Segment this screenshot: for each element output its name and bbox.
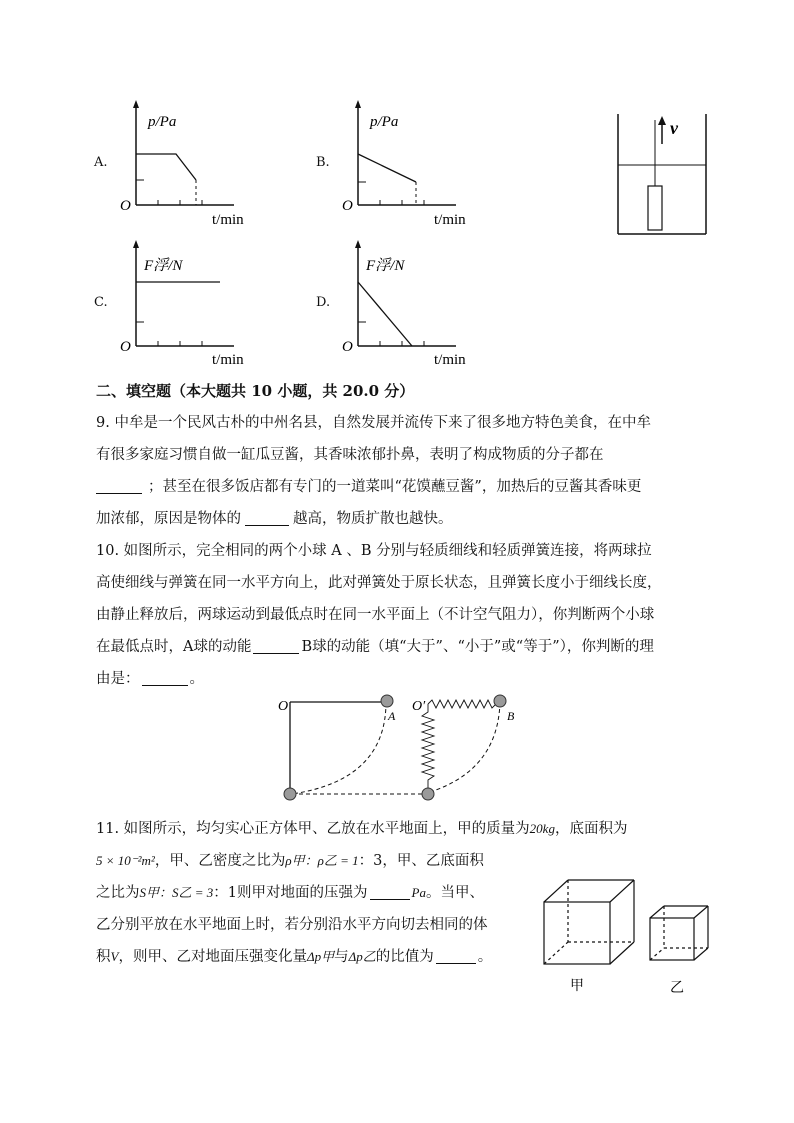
q9-line4-text-a: 加浓郁，原因是物体的 — [96, 511, 241, 527]
q10-blank1[interactable] — [253, 639, 299, 655]
q11-s-left: S甲 — [139, 885, 160, 900]
graph-d-origin: O — [342, 339, 353, 355]
q11-line4: 乙分别平放在水平地面上时，若分别沿水平方向切去相同的体 — [96, 917, 488, 933]
graph-b-ylabel: p/Pa — [370, 114, 399, 130]
q11-line5-text-b: ，则甲、乙对地面压强变化量 — [118, 949, 307, 965]
graph-c-plot — [114, 240, 294, 370]
q11-cubes — [540, 876, 730, 1000]
q11-area: 5 × 10⁻²m² — [96, 853, 155, 868]
q9-line1: 9. 中牟是一个民风古朴的中州名县，自然发展并流传下来了很多地方特色美食，在中牟 — [96, 415, 651, 431]
graph-c — [94, 240, 294, 370]
q10-line1: 10. 如图所示，完全相同的两个小球 A 、B 分别与轻质细线和轻质弹簧连接，将两球拉 — [96, 543, 652, 559]
graph-a-xlabel: t/min — [212, 212, 244, 228]
graph-b-xlabel: t/min — [434, 212, 466, 228]
q10-line4 — [96, 635, 716, 656]
graph-b — [316, 100, 516, 230]
graph-d — [316, 240, 516, 370]
q11-s-eq: ：S乙 = 3 — [159, 885, 214, 900]
q9-blank2[interactable] — [245, 511, 289, 527]
q11-line5-text-c: 与 — [334, 949, 349, 965]
q10-line5-text-b: 。 — [189, 671, 204, 687]
q10-line4-text-a: 在最低点时， — [96, 639, 183, 655]
q9-line4-text-b: 越高，物质扩散也越快。 — [293, 511, 453, 527]
q9-line3 — [96, 475, 716, 496]
graph-d-xlabel: t/min — [434, 352, 466, 368]
q11-line5-text-d: 的比值为 — [375, 949, 434, 965]
q10-blank2[interactable] — [142, 671, 188, 687]
q11-line5-text-a: 积 — [96, 949, 111, 965]
graph-a-ylabel: p/Pa — [148, 114, 177, 130]
graph-d-ylabel: F浮/N — [366, 258, 405, 274]
q10-label-o: O — [278, 699, 289, 714]
graph-d-label: D. — [316, 295, 331, 310]
q11-line1-text-b: ，底面积为 — [554, 821, 628, 837]
q11-rho-left: ρ甲 — [285, 853, 305, 868]
q10-line5 — [96, 667, 716, 688]
cube-jia-label: 甲 — [570, 978, 584, 994]
q11-line3-text-a: 之比为 — [96, 885, 140, 901]
q11-line3-text-c: 。当甲、 — [425, 885, 484, 901]
graph-a-plot — [114, 100, 294, 230]
graph-b-origin: O — [342, 198, 353, 214]
q11-blank1[interactable] — [370, 885, 410, 901]
q11-line3-text-b: ：1则甲对地面的压强为 — [213, 885, 368, 901]
q10-label-a: A — [388, 709, 396, 723]
q11-line1 — [96, 817, 716, 838]
q11-rho-eq: ：ρ乙 = 1 — [304, 853, 359, 868]
cube-yi-label: 乙 — [670, 980, 684, 996]
q10-figure — [270, 690, 530, 810]
container-figure — [612, 112, 712, 238]
graph-c-label: C. — [94, 295, 108, 310]
q9-line2: 有很多家庭习惯自做一缸瓜豆酱，其香味浓郁扑鼻，表明了构成物质的分子都在 — [96, 447, 604, 463]
q11-unit-pa: Pa — [411, 885, 426, 900]
q11-line5-text-e: 。 — [477, 949, 493, 965]
q11-line1-text-a: 11. 如图所示，均匀实心正方体甲、乙放在水平地面上，甲的质量为 — [96, 821, 530, 837]
q9-line4 — [96, 507, 716, 528]
graph-c-origin: O — [120, 339, 131, 355]
q11-dp1: Δp甲 — [306, 949, 335, 964]
q11-line5 — [96, 945, 536, 966]
graph-a-origin: O — [120, 198, 131, 214]
graph-c-xlabel: t/min — [212, 352, 244, 368]
section2-heading: 二、填空题（本大题共 10 小题，共 20.0 分） — [96, 382, 415, 400]
q11-blank2[interactable] — [436, 949, 476, 965]
q11-vol: V — [110, 949, 119, 964]
q11-mass: 20kg — [529, 821, 555, 836]
q11-dp2: Δp乙 — [348, 949, 376, 964]
q10-line4-text-b: A球的动能 — [183, 639, 252, 655]
q10-label-o2: O′ — [412, 699, 426, 714]
cube-jia — [544, 880, 634, 964]
q10-line2: 高使细线与弹簧在同一水平方向上，此对弹簧处于原长状态，且弹簧长度小于细线长度， — [96, 575, 662, 591]
graph-a-label: A. — [94, 155, 108, 170]
cube-yi — [650, 906, 708, 960]
q10-label-b: B — [507, 709, 515, 723]
q11-line2 — [96, 849, 716, 870]
graph-b-label: B. — [316, 155, 330, 170]
q10-line5-text-a: 由是： — [96, 671, 140, 687]
q11-line2-text-b: ：3，甲、乙底面积 — [358, 853, 484, 869]
graph-d-plot — [336, 240, 516, 370]
q9-blank1[interactable] — [96, 479, 142, 495]
q10-line4-text-c: B球的动能（填“大于”、“小于”或“等于”），你判断的理 — [301, 639, 654, 655]
velocity-label: v — [670, 118, 678, 138]
q9-line3-text: ；甚至在很多饭店都有专门的一道菜叫“花馍蘸豆酱”，加热后的豆酱其香味更 — [148, 479, 642, 495]
graph-b-plot — [336, 100, 516, 230]
graph-a — [94, 100, 294, 230]
q11-line2-text-a: ，甲、乙密度之比为 — [154, 853, 286, 869]
graph-c-ylabel: F浮/N — [144, 258, 183, 274]
q10-line3: 由静止释放后，两球运动到最低点时在同一水平面上（不计空气阻力），你判断两个小球 — [96, 607, 655, 623]
